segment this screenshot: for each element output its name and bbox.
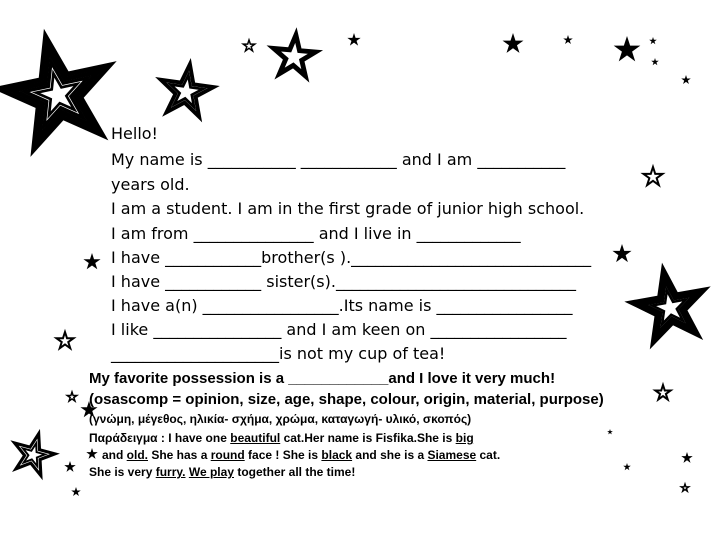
name-line: My name is ___________ ____________ and I am ___________ (111, 150, 566, 169)
example-text: cat.Her name is Fisfika.She is (280, 431, 456, 445)
example-text: and (102, 448, 127, 462)
example-line-3 (89, 465, 355, 479)
sister-line: I have ____________ sister(s).______________________________ (111, 272, 576, 291)
example-text: She has a (148, 448, 211, 462)
example-adjective: Siamese (427, 448, 477, 462)
possession-line: My favorite possession is a ____________and I love it very much! (89, 370, 556, 387)
example-text: face ! She is (244, 448, 322, 462)
brother-line: I have ____________brother(s ).______________________________ (111, 248, 592, 267)
from-line: I am from _______________ and I live in _____________ (111, 224, 521, 243)
example-text: and she is a (352, 448, 428, 462)
example-adjective: beautiful (230, 431, 281, 445)
example-adjective: furry. (155, 465, 186, 479)
example-line-1 (89, 431, 474, 445)
example-adjective: round (210, 448, 245, 462)
small-outline-star-icon (243, 40, 254, 51)
example-verb: We play (188, 465, 234, 479)
example-text: cat. (476, 448, 501, 462)
example-text: Παράδειγμα : I have one (89, 431, 231, 445)
like-line: I like ________________ and I am keen on _________________ (111, 320, 567, 339)
outline-star-icon (156, 61, 216, 119)
large-outline-star-icon (0, 24, 124, 154)
student-line: I am a student. I am in the first grade of junior high school. (111, 199, 585, 218)
example-adjective: big (455, 431, 474, 445)
example-text: together all the time! (234, 465, 356, 479)
osascomp-line: (osascomp = opinion, size, age, shape, colour, origin, material, purpose) (89, 391, 604, 408)
years-line: years old. (111, 175, 190, 194)
large-outline-star-icon (8, 428, 59, 477)
cup-of-tea-line: _____________________is not my cup of tea! (111, 344, 446, 363)
example-line-2 (102, 448, 500, 462)
example-text: She is very (89, 465, 156, 479)
outline-star-icon (272, 33, 317, 76)
greek-line: (γνώμη, μέγεθος, ηλικία- σχήμα, χρώμα, καταγωγή- υλικό, σκοπός) (89, 412, 472, 426)
example-adjective: black (321, 448, 353, 462)
pet-line: I have a(n) _________________.Its name is _________________ (111, 296, 573, 315)
example-adjective: old. (126, 448, 148, 462)
greeting-line: Hello! (111, 124, 158, 143)
large-outline-star-icon (632, 269, 706, 341)
